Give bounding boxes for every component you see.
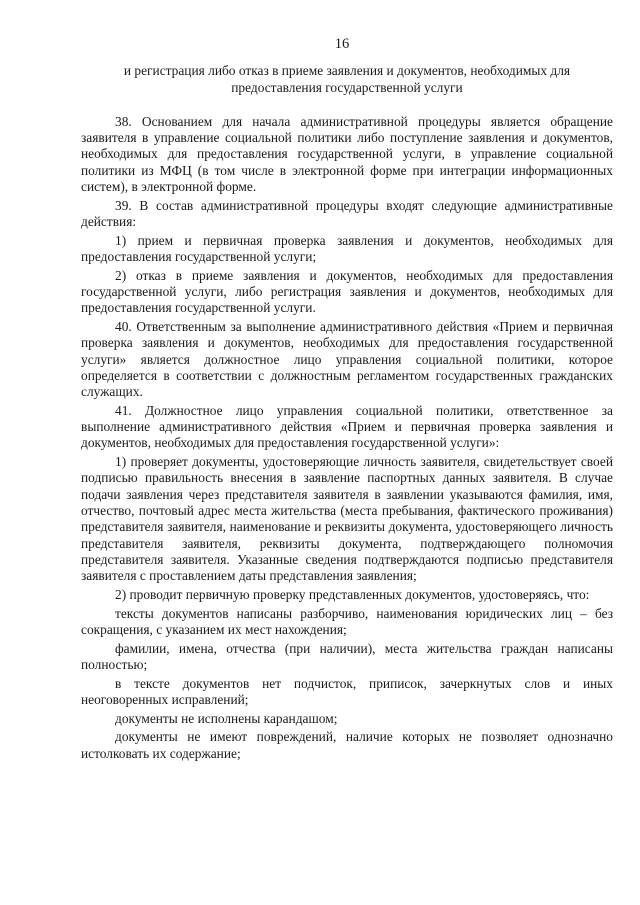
paragraph-41-item-2: 2) проводит первичную проверку представленных документов, удостоверяясь, что: — [115, 586, 590, 602]
check-item-no-pencil: документы не исполнены карандашом; — [115, 710, 338, 726]
check-item-no-corrections: в тексте документов нет подчисток, приписок, зачеркнутых слов и иных неоговоренных исправлений; — [81, 675, 613, 707]
paragraph-39-item-2: 2) отказ в приеме заявления и документов, необходимых для предоставления государственной услуги, либо регистрация заявления и документов, необходимых для предоставления государственной услуги. — [81, 267, 613, 316]
section-heading: и регистрация либо отказ в приеме заявления и документов, необходимых для предоставления государственной услуги — [123, 63, 571, 95]
check-item-no-damage: документы не имеют повреждений, наличие которых не позволяет однозначно истолковать их содержание; — [81, 729, 613, 761]
paragraph-41: 41. Должностное лицо управления социальной политики, ответственное за выполнение административного действия «Прием и первичная проверка заявления и документов, необходимых для предоставления государственной услуги»: — [81, 402, 613, 451]
paragraph-39-item-1: 1) прием и первичная проверка заявления и документов, необходимых для предоставления государственной услуги; — [81, 232, 613, 265]
page-number: 16 — [334, 36, 350, 52]
paragraph-41-item-1: 1) проверяет документы, удостоверяющие личность заявителя, свидетельствует своей подписью правильность внесения в заявление паспортных данных заявителя. В случае подачи заявления через представителя заявителя в заявлении указываются фамилия, имя, отчество, почтовый адрес места жительства (места пребывания, фактического проживания) представителя заявителя, наименование и реквизиты документа, удостоверяющего личность представителя заявителя, реквизиты документа, подтверждающего полномочия представителя заявителя. Указанные сведения подтверждаются подписью представителя заявителя с проставлением даты представления заявления; — [81, 454, 613, 584]
paragraph-40: 40. Ответственным за выполнение административного действия «Прием и первичная проверка заявления и документов, необходимых для предоставления государственной услуги» является должностное лицо управления социальной политики, которое определяется в соответствии с должностным регламентом государственных гражданских служащих. — [81, 319, 613, 400]
document-page — [81, 36, 613, 764]
check-item-legibility: тексты документов написаны разборчиво, наименования юридических лиц – без сокращения, с указанием их мест нахождения; — [81, 605, 613, 637]
document-body — [81, 114, 613, 762]
paragraph-38: 38. Основанием для начала административной процедуры является обращение заявителя в управление социальной политики либо поступление заявления и документов, необходимых для предоставления государственной услуги, в управление социальной политики из МФЦ (в том числе в электронной форме при интеграции информационных систем), в электронной форме. — [81, 113, 613, 195]
check-item-names: фамилии, имена, отчества (при наличии), места жительства граждан написаны полностью; — [81, 640, 613, 672]
paragraph-39: 39. В состав административной процедуры входят следующие административные действия: — [81, 197, 613, 230]
